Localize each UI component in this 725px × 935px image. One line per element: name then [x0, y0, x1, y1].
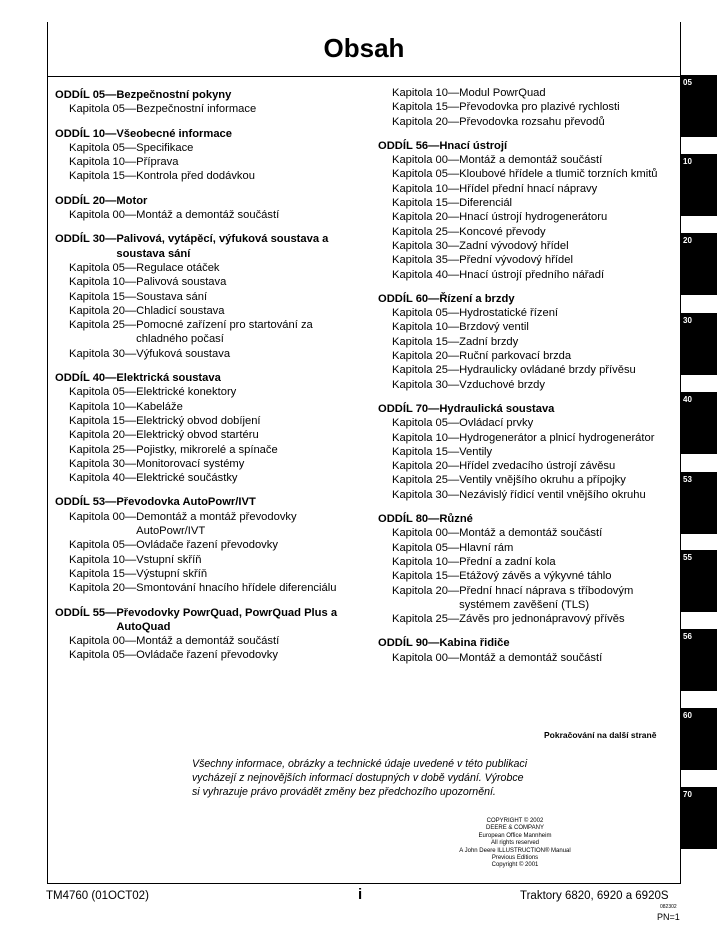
chapter-entry[interactable] [378, 349, 678, 363]
left-border-line [47, 22, 48, 884]
chapter-title: Smontování hnacího hřídele diferenciálu [136, 582, 337, 595]
chapter-number: Kapitola 10— [69, 156, 137, 169]
chapter-number: Kapitola 15— [69, 414, 137, 427]
bottom-border-line [47, 883, 681, 884]
chapter-number: Kapitola 25— [392, 225, 460, 238]
section-name: Palivová, vytápěcí, výfuková soustava a soustava sání [116, 233, 329, 260]
chapter-entry[interactable] [55, 169, 355, 183]
section-tab-label: 70 [683, 790, 692, 799]
chapter-title: Bezpečnostní informace [136, 103, 257, 116]
section-heading[interactable] [55, 88, 355, 102]
chapter-number: Kapitola 20— [392, 460, 460, 473]
chapter-entry[interactable] [378, 196, 678, 210]
chapter-entry[interactable] [378, 378, 678, 392]
chapter-number: Kapitola 25— [69, 443, 137, 456]
chapter-title: Elektrický obvod dobíjení [136, 414, 261, 427]
chapter-title: Vstupní skříň [136, 553, 202, 566]
section-code: ODDÍL 40— [55, 372, 117, 385]
chapter-number: Kapitola 05— [69, 649, 137, 662]
section-heading[interactable] [378, 402, 678, 416]
chapter-number: Kapitola 20— [69, 429, 137, 442]
copyright-line: A John Deere ILLUSTRUCTION® Manual [459, 847, 571, 854]
chapter-number: Kapitola 10— [392, 87, 460, 99]
chapter-entry[interactable] [378, 488, 678, 502]
chapter-title: Ovládací prvky [459, 417, 534, 430]
section-tab-label: 60 [683, 711, 692, 720]
chapter-entry[interactable] [378, 584, 678, 613]
copyright-block [440, 818, 590, 870]
chapter-title: Hnací ústrojí hydrogenerátoru [459, 211, 608, 224]
chapter-title: Zadní brzdy [459, 335, 519, 348]
chapter-title: Převodovka pro plazivé rychlosti [459, 101, 620, 114]
section-tab[interactable] [680, 708, 717, 770]
chapter-number: Kapitola 10— [392, 182, 460, 195]
section-code: ODDÍL 60— [378, 292, 440, 305]
chapter-title: Koncové převody [459, 225, 546, 238]
chapter-entry[interactable] [55, 553, 355, 567]
chapter-number: Kapitola 15— [392, 335, 460, 348]
chapter-entry[interactable] [55, 347, 355, 361]
chapter-entry[interactable] [55, 400, 355, 414]
chapter-entry[interactable] [378, 612, 678, 626]
toc-left-column [55, 88, 355, 673]
section-heading[interactable] [55, 606, 355, 635]
toc-section [55, 495, 355, 595]
chapter-number: Kapitola 30— [392, 239, 460, 252]
chapter-title: Hydrogenerátor a plnicí hydrogenerátor [459, 431, 655, 444]
chapter-number: Kapitola 15— [69, 567, 137, 580]
chapter-number: Kapitola 05— [69, 141, 137, 154]
footer-code: 082302 [660, 904, 677, 910]
toc-section [378, 139, 678, 282]
chapter-entry[interactable] [378, 210, 678, 224]
chapter-entry[interactable] [378, 555, 678, 569]
chapter-entry[interactable] [55, 567, 355, 581]
chapter-title: Hřídel zvedacího ústrojí závěsu [459, 460, 616, 473]
chapter-entry[interactable] [378, 306, 678, 320]
chapter-title: Kontrola před dodávkou [136, 170, 255, 183]
chapter-title: Elektrické součástky [136, 472, 238, 485]
chapter-title: Montáž a demontáž součástí [459, 651, 603, 664]
toc-section [55, 606, 355, 663]
chapter-entry[interactable] [55, 208, 355, 222]
chapter-entry[interactable] [378, 541, 678, 555]
chapter-title: Kabeláže [136, 400, 183, 413]
chapter-number: Kapitola 30— [392, 488, 460, 501]
chapter-title: Chladicí soustava [136, 304, 225, 317]
chapter-entry[interactable] [378, 416, 678, 430]
section-code: ODDÍL 55— [55, 606, 117, 619]
chapter-title: Vzduchové brzdy [459, 378, 545, 391]
chapter-number: Kapitola 10— [392, 431, 460, 444]
chapter-entry[interactable] [378, 225, 678, 239]
chapter-entry[interactable] [378, 320, 678, 334]
copyright-line: All rights reserved [490, 840, 540, 847]
chapter-title: Ruční parkovací brzda [459, 350, 572, 363]
chapter-number: Kapitola 25— [392, 364, 460, 377]
chapter-entry[interactable] [55, 318, 355, 347]
footer-pn: PN=1 [657, 912, 680, 922]
toc-section [378, 402, 678, 502]
chapter-title: Hnací ústrojí předního nářadí [459, 268, 605, 281]
chapter-title: Palivová soustava [136, 276, 227, 289]
chapter-title: Ventily [459, 445, 493, 458]
section-code: ODDÍL 70— [378, 402, 440, 415]
chapter-title: Pojistky, mikrorelé a spínače [136, 443, 278, 456]
chapter-title: Brzdový ventil [459, 321, 529, 334]
toc-section [378, 292, 678, 392]
chapter-number: Kapitola 20— [392, 211, 460, 224]
chapter-entry[interactable] [378, 363, 678, 377]
chapter-title: Hlavní rám [459, 541, 514, 554]
chapter-number: Kapitola 10— [69, 553, 137, 566]
chapter-number: Kapitola 35— [392, 254, 460, 267]
chapter-number: Kapitola 15— [392, 197, 460, 210]
toc-section [378, 636, 678, 665]
chapter-number: Kapitola 40— [392, 268, 460, 281]
chapter-entry[interactable] [55, 385, 355, 399]
section-tab[interactable] [680, 787, 717, 849]
chapter-entry[interactable] [378, 651, 678, 665]
footer-product: Traktory 6820, 6920 a 6920S [520, 890, 669, 902]
chapter-number: Kapitola 25— [392, 474, 460, 487]
section-tab-label: 05 [683, 78, 692, 87]
chapter-title: Monitorovací systémy [136, 457, 245, 470]
copyright-line: COPYRIGHT © 2002 [486, 818, 544, 824]
copyright-line: Copyright © 2001 [491, 862, 539, 869]
chapter-number: Kapitola 15— [392, 570, 460, 583]
chapter-title: Specifikace [136, 141, 194, 154]
chapter-title: Převodovka rozsahu převodů [459, 115, 605, 128]
chapter-title: Demontáž a montáž převodovky AutoPowr/IVT [136, 510, 297, 538]
chapter-entry[interactable] [378, 115, 678, 129]
chapter-number: Kapitola 20— [392, 350, 460, 363]
section-heading[interactable] [55, 371, 355, 385]
chapter-number: Kapitola 25— [392, 613, 460, 626]
section-tab-label: 40 [683, 395, 692, 404]
page-title: Obsah [323, 33, 405, 63]
section-heading[interactable] [55, 495, 355, 509]
copyright-line: Previous Editions [491, 855, 539, 862]
section-heading[interactable] [378, 139, 678, 153]
chapter-entry[interactable] [55, 443, 355, 457]
section-name: Řízení a brzdy [439, 292, 515, 305]
chapter-number: Kapitola 20— [69, 304, 137, 317]
chapter-entry[interactable] [55, 155, 355, 169]
chapter-number: Kapitola 30— [69, 457, 137, 470]
section-tab-label: 30 [683, 316, 692, 325]
chapter-entry[interactable] [378, 239, 678, 253]
chapter-number: Kapitola 05— [69, 539, 137, 552]
chapter-entry[interactable] [378, 153, 678, 167]
chapter-entry[interactable] [378, 182, 678, 196]
toc-section [55, 194, 355, 223]
section-name: Bezpečnostní pokyny [116, 89, 232, 101]
chapter-entry[interactable] [55, 510, 355, 539]
chapter-entry[interactable] [378, 445, 678, 459]
section-code: ODDÍL 90— [378, 637, 440, 650]
chapter-title: Modul PowrQuad [459, 87, 546, 99]
section-name: Všeobecné informace [116, 127, 232, 140]
chapter-title: Kloubové hřídele a tlumič torzních kmitů [459, 168, 658, 181]
section-name: Hydraulická soustava [439, 402, 555, 415]
toc-section [378, 86, 678, 129]
chapter-number: Kapitola 05— [392, 168, 460, 181]
chapter-entry[interactable] [378, 335, 678, 349]
section-tab[interactable] [680, 233, 717, 295]
title-underline [47, 76, 681, 77]
section-code: ODDÍL 53— [55, 496, 117, 509]
chapter-title: Přední vývodový hřídel [459, 254, 573, 267]
section-tab-label: 55 [683, 553, 692, 562]
chapter-title: Přední a zadní kola [459, 555, 556, 568]
section-heading[interactable] [378, 636, 678, 650]
chapter-entry[interactable] [378, 268, 678, 282]
chapter-number: Kapitola 20— [392, 115, 460, 128]
section-tab-label: 56 [683, 632, 692, 641]
chapter-title: Závěs pro jednonápravový přívěs [459, 613, 625, 626]
chapter-number: Kapitola 30— [392, 378, 460, 391]
section-tab[interactable] [680, 550, 717, 612]
chapter-entry[interactable] [55, 471, 355, 485]
section-tab-label: 20 [683, 236, 692, 245]
section-tab[interactable] [680, 392, 717, 454]
chapter-entry[interactable] [378, 459, 678, 473]
chapter-number: Kapitola 20— [392, 584, 460, 597]
footer-page-number: i [358, 886, 363, 903]
section-code: ODDÍL 10— [55, 127, 117, 140]
chapter-number: Kapitola 10— [69, 276, 137, 289]
chapter-number: Kapitola 05— [392, 541, 460, 554]
chapter-entry[interactable] [55, 581, 355, 595]
chapter-number: Kapitola 30— [69, 347, 137, 360]
section-name: Převodovky PowrQuad, PowrQuad Plus a AutoQuad [116, 606, 338, 633]
chapter-entry[interactable] [55, 275, 355, 289]
section-code: ODDÍL 56— [378, 139, 440, 152]
chapter-number: Kapitola 00— [69, 209, 137, 222]
chapter-number: Kapitola 15— [69, 290, 137, 303]
toc-section [378, 512, 678, 626]
section-tab[interactable] [680, 75, 717, 137]
copyright-line: European Office Mannheim [478, 832, 552, 839]
section-name: Kabina řidiče [439, 637, 510, 650]
chapter-title: Diferenciál [459, 197, 513, 210]
section-code: ODDÍL 30— [55, 233, 117, 246]
chapter-number: Kapitola 15— [392, 101, 460, 114]
chapter-number: Kapitola 00— [69, 635, 137, 648]
chapter-title: Elektrické konektory [136, 386, 237, 399]
chapter-title: Ovládače řazení převodovky [136, 649, 278, 662]
chapter-entry[interactable] [55, 414, 355, 428]
toc-section [55, 371, 355, 485]
chapter-title: Výfuková soustava [136, 347, 231, 360]
chapter-number: Kapitola 25— [69, 319, 137, 332]
chapter-number: Kapitola 05— [392, 307, 460, 320]
chapter-title: Regulace otáček [136, 261, 220, 274]
chapter-entry[interactable] [55, 538, 355, 552]
chapter-entry[interactable] [378, 86, 678, 100]
chapter-number: Kapitola 05— [69, 103, 137, 116]
toc-section [55, 88, 355, 117]
chapter-title: Ovládače řazení převodovky [136, 539, 278, 552]
section-name: Různé [439, 513, 473, 526]
chapter-title: Montáž a demontáž součástí [136, 635, 280, 648]
chapter-number: Kapitola 10— [392, 321, 460, 334]
chapter-number: Kapitola 40— [69, 472, 137, 485]
chapter-title: Hydrostatické řízení [459, 307, 559, 320]
toc-section [55, 127, 355, 184]
chapter-number: Kapitola 15— [392, 445, 460, 458]
chapter-title: Nezávislý řídicí ventil vnějšího okruhu [459, 488, 646, 501]
disclaimer-notice: Všechny informace, obrázky a technické údaje uvedené v této publikaci vycházejí z nejnovějších informací dostupných v době vydání. Výrobce si vyhrazuje právo provádět změny bez předchozího upozornění. [192, 758, 528, 798]
chapter-entry[interactable] [378, 253, 678, 267]
chapter-entry[interactable] [378, 526, 678, 540]
chapter-entry[interactable] [55, 457, 355, 471]
chapter-number: Kapitola 00— [69, 510, 137, 523]
section-heading[interactable] [55, 232, 355, 261]
section-code: ODDÍL 20— [55, 194, 117, 207]
chapter-number: Kapitola 15— [69, 170, 137, 183]
chapter-entry[interactable] [55, 634, 355, 648]
chapter-entry[interactable] [378, 569, 678, 583]
chapter-entry[interactable] [55, 261, 355, 275]
section-name: Elektrická soustava [116, 372, 221, 385]
chapter-title: Montáž a demontáž součástí [459, 527, 603, 540]
chapter-entry[interactable] [55, 141, 355, 155]
chapter-number: Kapitola 05— [69, 386, 137, 399]
chapter-title: Výstupní skříň [136, 567, 208, 580]
chapter-entry[interactable] [55, 102, 355, 116]
chapter-number: Kapitola 05— [69, 261, 137, 274]
chapter-entry[interactable] [55, 428, 355, 442]
chapter-title: Hydraulicky ovládané brzdy přívěsu [459, 364, 636, 377]
chapter-title: Zadní vývodový hřídel [459, 239, 569, 252]
chapter-entry[interactable] [55, 290, 355, 304]
section-tab-label: 10 [683, 157, 692, 166]
chapter-number: Kapitola 05— [392, 417, 460, 430]
section-name: Převodovka AutoPowr/IVT [116, 496, 256, 509]
chapter-title: Montáž a demontáž součástí [459, 154, 603, 167]
chapter-number: Kapitola 00— [392, 527, 460, 540]
chapter-number: Kapitola 00— [392, 651, 460, 664]
continued-note: Pokračování na další straně [544, 730, 657, 740]
section-heading[interactable] [378, 292, 678, 306]
chapter-number: Kapitola 00— [392, 154, 460, 167]
chapter-title: Soustava sání [136, 290, 208, 303]
chapter-entry[interactable] [378, 473, 678, 487]
section-heading[interactable] [55, 127, 355, 141]
section-tab[interactable] [680, 313, 717, 375]
chapter-title: Elektrický obvod startéru [136, 429, 259, 442]
chapter-entry[interactable] [55, 304, 355, 318]
chapter-title: Hřídel přední hnací nápravy [459, 182, 598, 195]
section-code: ODDÍL 05— [55, 89, 117, 101]
toc-right-column [378, 86, 678, 675]
section-code: ODDÍL 80— [378, 513, 440, 526]
section-heading[interactable] [55, 194, 355, 208]
chapter-entry[interactable] [378, 100, 678, 114]
chapter-title: Příprava [136, 156, 179, 169]
chapter-title: Montáž a demontáž součástí [136, 209, 280, 222]
chapter-title: Ventily vnějšího okruhu a přípojky [459, 474, 626, 487]
section-tab[interactable] [680, 629, 717, 691]
chapter-number: Kapitola 20— [69, 582, 137, 595]
chapter-entry[interactable] [378, 431, 678, 445]
section-tab-label: 53 [683, 475, 692, 484]
chapter-entry[interactable] [55, 648, 355, 662]
chapter-entry[interactable] [378, 167, 678, 181]
toc-section [55, 232, 355, 361]
footer-manual-id: TM4760 (01OCT02) [46, 890, 149, 902]
chapter-title: Pomocné zařízení pro startování za chladného počasí [136, 319, 313, 346]
section-tab[interactable] [680, 472, 717, 534]
chapter-number: Kapitola 10— [69, 400, 137, 413]
chapter-number: Kapitola 10— [392, 555, 460, 568]
section-name: Motor [116, 194, 148, 207]
section-tab[interactable] [680, 154, 717, 216]
copyright-line: DEERE & COMPANY [486, 825, 544, 832]
section-heading[interactable] [378, 512, 678, 526]
chapter-title: Etážový závěs a výkyvné táhlo [459, 570, 612, 583]
section-name: Hnací ústrojí [439, 139, 508, 152]
chapter-title: Přední hnací náprava s tříbodovým systémem zavěšení (TLS) [459, 584, 634, 611]
